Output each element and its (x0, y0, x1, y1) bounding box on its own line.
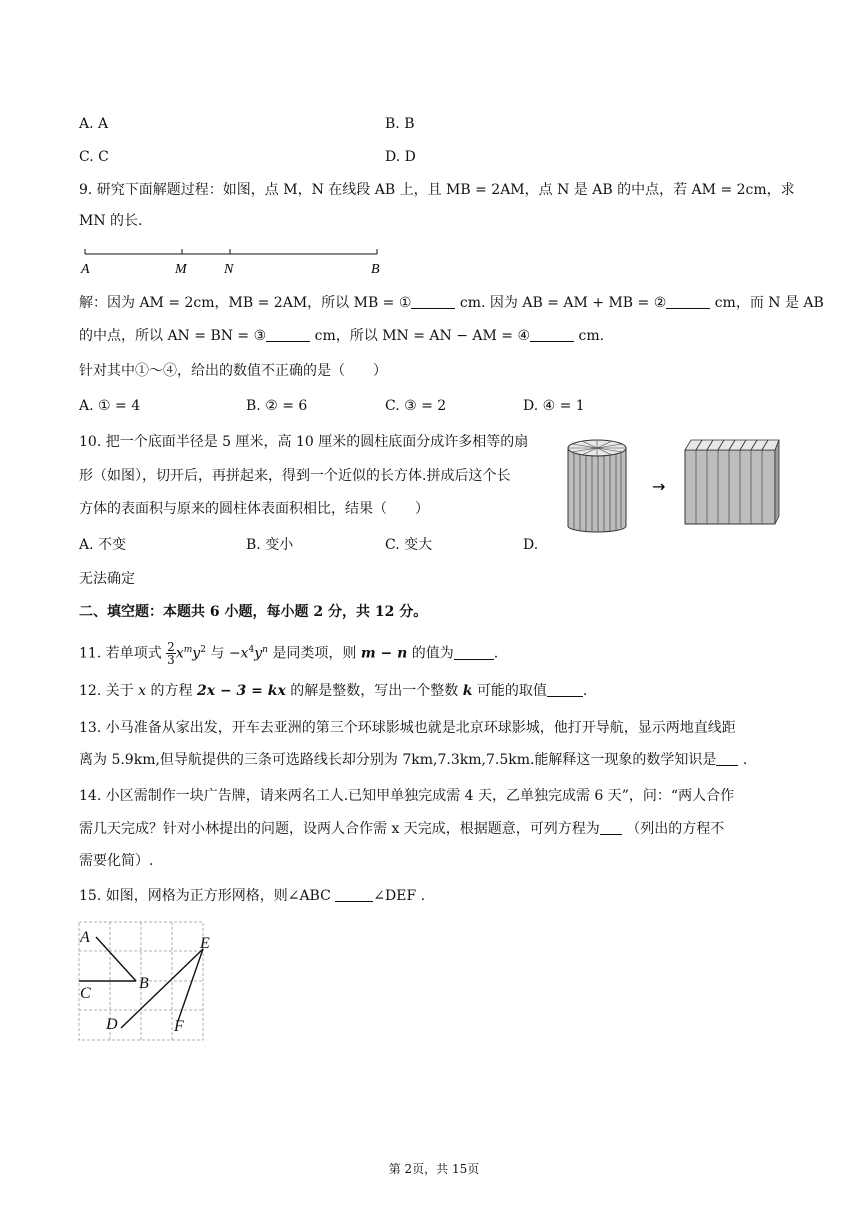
blank-1[interactable] (411, 294, 455, 309)
q10-cylinder-figure (560, 428, 785, 533)
blank-3[interactable] (266, 327, 310, 342)
q12-var: x (138, 683, 147, 699)
q9-sol1-part3: cm，而 N 是 AB (714, 295, 824, 311)
q12-blank[interactable] (547, 682, 583, 697)
q12-part3: 的解是整数，写出一个整数 (290, 683, 459, 699)
q14-line1: 14. 小区需制作一块广告牌，请来两名工人.已知甲单独完成需 4 天，乙单独完成需 6 天”，问：“两人合作 (79, 788, 735, 804)
q10-line1: 10. 把一个底面半径是 5 厘米，高 10 厘米的圆柱底面分成许多相等的扇 (79, 434, 529, 450)
q15-grid-figure (76, 918, 216, 1043)
q15-part2: ∠DEF . (373, 888, 426, 904)
mono2-exp-y: n (262, 645, 268, 655)
label-a: A (80, 929, 90, 946)
q14-line3: 需要化简）. (79, 853, 154, 869)
label-c: C (80, 985, 91, 1002)
q11-part2: 与 (210, 645, 225, 662)
q10-option-d: D. (523, 537, 539, 553)
mono1-x: x (175, 645, 184, 662)
q9-option-c: C. ③ = 2 (385, 398, 447, 414)
q10-option-d-text: 无法确定 (79, 571, 135, 587)
arrow-icon: → (652, 477, 666, 496)
q8-option-c: C. C (79, 149, 109, 165)
label-a: A (81, 262, 90, 277)
q9-option-b: B. ② = 6 (246, 398, 308, 414)
label-m: M (175, 262, 187, 277)
q9-stem-line1: 9. 研究下面解题过程：如图，点 M，N 在线段 AB 上，且 MB = 2AM，点 N 是 AB 的中点，若 AM = 2cm，求 (79, 182, 795, 198)
q13-blank[interactable] (716, 751, 738, 766)
label-e: E (200, 935, 210, 952)
mono1-y: y (192, 645, 201, 662)
q13-line2-text: 离为 5.9km,但导航提供的三条可选路线长却分别为 7km,7.3km,7.5km.能解释这一现象的数学知识是 (79, 752, 717, 768)
q9-option-d: D. ④ = 1 (523, 398, 585, 414)
label-n: N (224, 262, 234, 277)
mono1-exp-y: 2 (200, 645, 206, 655)
q12-k: k (462, 683, 473, 699)
q15-line (79, 886, 425, 906)
q11-fraction (166, 641, 176, 666)
q9-solution-line1 (79, 293, 824, 313)
q9-sol1-part1: 解：因为 AM = 2cm，MB = 2AM，所以 MB = ① (79, 295, 412, 311)
q13-line2 (79, 750, 747, 770)
q9-question: 针对其中①～④，给出的数值不正确的是（ ） (79, 363, 387, 379)
blank-2[interactable] (666, 294, 710, 309)
label-f: F (174, 1018, 184, 1035)
section-title: 二、填空题：本题共 6 小题，每小题 2 分，共 12 分。 (79, 604, 428, 620)
q14-line2-part2: （列出的方程不 (626, 821, 725, 837)
q10-option-c: C. 变大 (385, 537, 433, 553)
mono1-exp-x: m (183, 645, 193, 655)
q11-part3: 是同类项，则 (272, 645, 357, 662)
mono2-y: y (254, 645, 263, 662)
q11-end: . (493, 645, 499, 662)
cylinder (568, 440, 626, 532)
q14-line2-part1: 需几天完成？针对小林提出的问题，设两人合作需 x 天完成，根据题意，可列方程为 (79, 821, 600, 837)
q8-option-d: D. D (385, 149, 416, 165)
blank-4[interactable] (530, 327, 574, 342)
q9-solution-line2 (79, 326, 604, 346)
frac-den: 3 (167, 653, 175, 668)
q9-sol2-part2: cm，所以 MN = AN − AM = ④ (314, 328, 531, 344)
q12-part1: 12. 关于 (79, 683, 134, 699)
q9-sol2-part3: cm. (578, 328, 605, 344)
q8-option-a: A. A (79, 116, 109, 132)
q14-blank[interactable] (600, 820, 622, 835)
q9-option-a: A. ① = 4 (79, 398, 141, 414)
q10-option-a: A. 不变 (79, 537, 127, 553)
q9-sol1-part2: cm. 因为 AB = AM + MB = ② (459, 295, 667, 311)
q14-line2 (79, 819, 724, 839)
label-b: B (371, 262, 380, 277)
q11-part1: 11. 若单项式 (79, 645, 162, 662)
q13-line1: 13. 小马准备从家出发，开车去亚洲的第三个环球影城也就是北京环球影城，他打开导航，显示两地直线距 (79, 720, 736, 736)
q12-line (79, 681, 587, 701)
q15-part1: 15. 如图，网格为正方形网格，则∠ABC (79, 888, 331, 904)
q12-part4: 可能的取值 (476, 683, 547, 699)
q12-end: . (582, 683, 588, 699)
q11-expr: m − n (360, 645, 408, 662)
label-b: B (139, 975, 149, 992)
q11-blank[interactable] (454, 645, 494, 660)
mono2-exp-x: 4 (248, 645, 255, 655)
q13-end: . (742, 752, 748, 768)
page-footer: 第 2页，共 15页 (388, 1162, 480, 1176)
q10-option-b: B. 变小 (246, 537, 294, 553)
q9-segment-figure (79, 244, 389, 280)
q10-line2: 形（如图），切开后，再拼起来，得到一个近似的长方体.拼成后这个长 (79, 468, 511, 484)
mono2-x: −x (228, 645, 249, 662)
label-d: D (106, 1016, 118, 1033)
cuboid (685, 440, 779, 524)
q12-eq: 2x − 3 = kx (196, 683, 286, 699)
q9-sol2-part1: 的中点，所以 AN = BN = ③ (79, 328, 267, 344)
q11-part4: 的值为 (411, 645, 454, 662)
q9-stem-line2: MN 的长. (79, 213, 143, 229)
q8-option-b: B. B (385, 116, 415, 132)
q15-blank[interactable] (335, 887, 373, 902)
q10-line3: 方体的表面积与原来的圆柱体表面积相比，结果（ ） (79, 501, 429, 517)
frac-num: 2 (167, 640, 175, 655)
q11-line (79, 636, 498, 668)
q12-part2: 的方程 (150, 683, 193, 699)
